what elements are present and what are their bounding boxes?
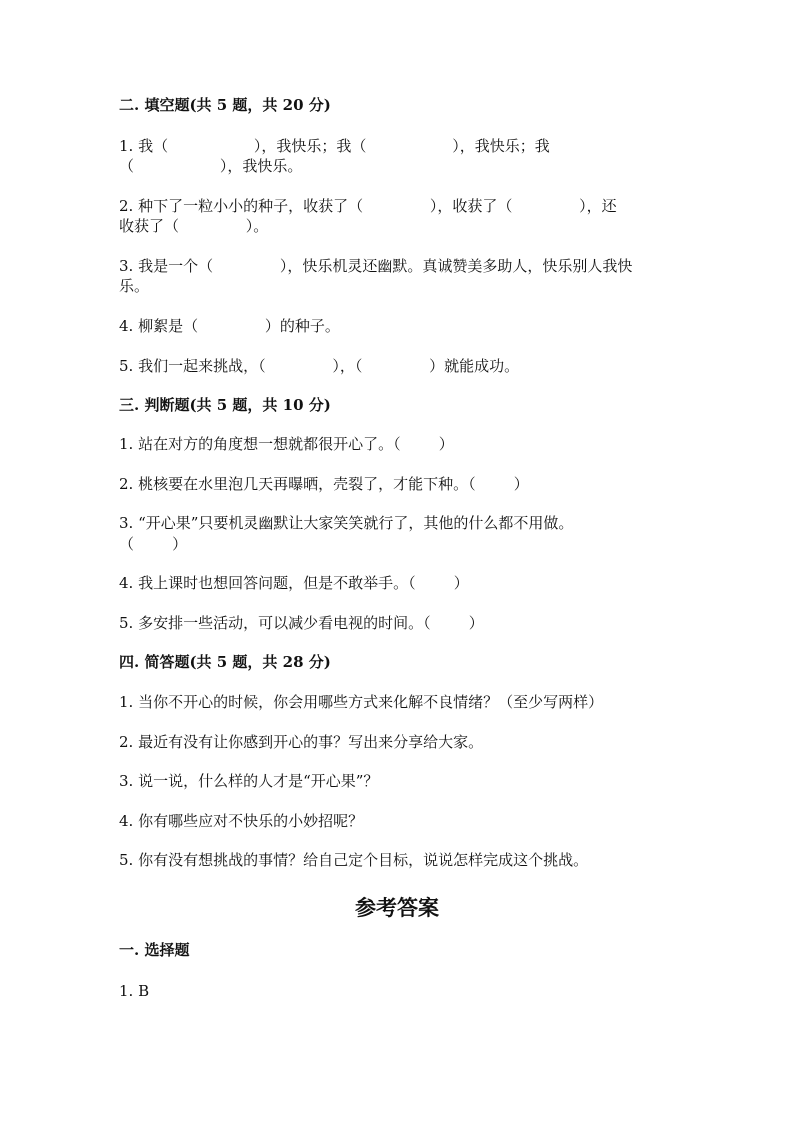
true-false-question-4: 4. 我上课时也想回答问题，但是不敢举手。（ ） — [119, 574, 469, 592]
short-answer-question-2: 2. 最近有没有让你感到开心的事？写出来分享给大家。 — [119, 733, 484, 751]
true-false-question-5: 5. 多安排一些活动，可以减少看电视的时间。（ ） — [119, 614, 484, 632]
answer-1: 1. B — [119, 982, 150, 1000]
true-false-question-3-line-2: （ ） — [119, 535, 188, 553]
short-answer-question-3: 3. 说一说，什么样的人才是“开心果”？ — [119, 772, 379, 790]
short-answer-question-4: 4. 你有哪些应对不快乐的小妙招呢？ — [119, 812, 364, 830]
fill-blank-question-1-line-1: 1. 我（ ），我快乐；我（ ），我快乐；我 — [119, 137, 550, 155]
short-answer-question-5: 5. 你有没有想挑战的事情？给自己定个目标，说说怎样完成这个挑战。 — [119, 851, 589, 869]
section-heading-short-answer: 四. 简答题(共 5 题，共 28 分) — [119, 653, 331, 671]
true-false-question-3-line-1: 3. “开心果”只要机灵幽默让大家笑笑就行了，其他的什么都不用做。 — [119, 514, 574, 532]
section-heading-true-false: 三. 判断题(共 5 题，共 10 分) — [119, 396, 331, 414]
answer-section-heading-multiple-choice: 一. 选择题 — [119, 941, 190, 959]
fill-blank-question-3-line-2: 乐。 — [119, 277, 150, 295]
fill-blank-question-3-line-1: 3. 我是一个（ ），快乐机灵还幽默。真诚赞美多助人，快乐别人我快 — [119, 257, 633, 275]
answer-key-title: 参考答案 — [355, 895, 439, 920]
short-answer-question-1: 1. 当你不开心的时候，你会用哪些方式来化解不良情绪？（至少写两样） — [119, 693, 604, 711]
true-false-question-1: 1. 站在对方的角度想一想就都很开心了。（ ） — [119, 435, 454, 453]
fill-blank-question-2-line-1: 2. 种下了一粒小小的种子，收获了（ ），收获了（ ），还 — [119, 197, 617, 215]
fill-blank-question-4: 4. 柳絮是（ ）的种子。 — [119, 317, 340, 335]
fill-blank-question-2-line-2: 收获了（ ）。 — [119, 217, 269, 235]
fill-blank-question-1-line-2: （ ），我快乐。 — [119, 157, 303, 175]
true-false-question-2: 2. 桃核要在水里泡几天再曝晒，壳裂了，才能下种。（ ） — [119, 475, 529, 493]
fill-blank-question-5: 5. 我们一起来挑战，（ ），（ ）就能成功。 — [119, 357, 520, 375]
section-heading-fill-blank: 二. 填空题(共 5 题，共 20 分) — [119, 96, 331, 114]
